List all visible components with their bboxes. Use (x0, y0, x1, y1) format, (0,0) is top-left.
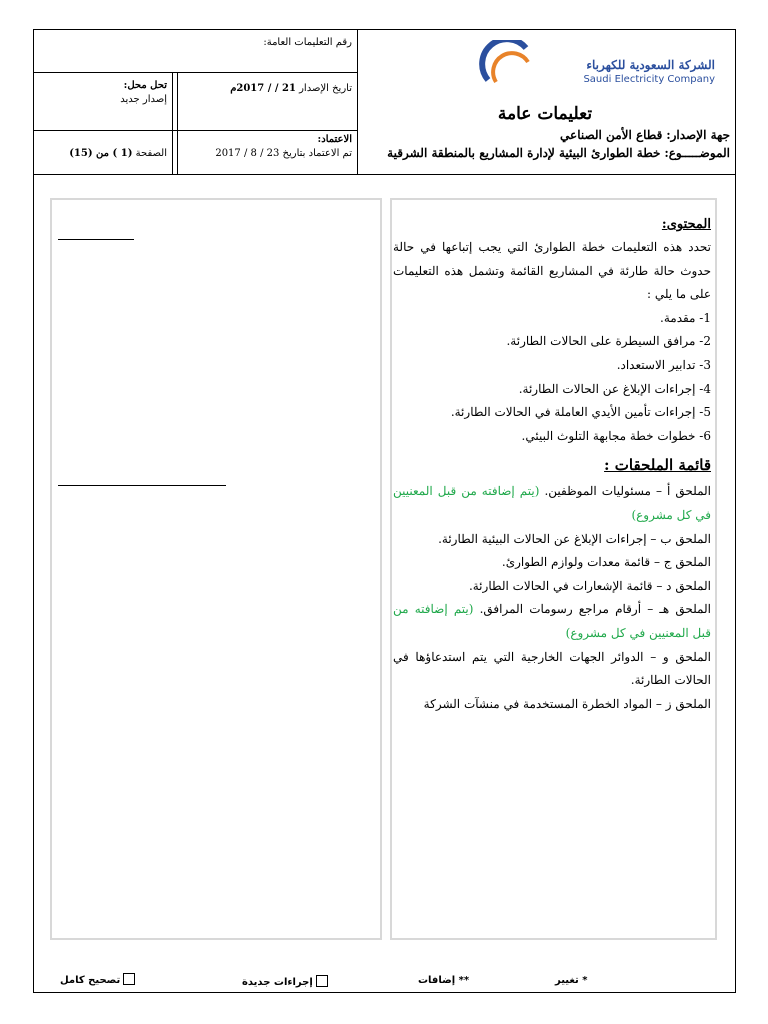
notes-rule (58, 239, 134, 240)
approval-label: الاعتماد: (317, 134, 352, 145)
annex-item: الملحق ب – إجراءات الإبلاغ عن الحالات البيئية الطارئة. (438, 531, 711, 546)
content-item: 6- خطوات خطة مجابهة التلوث البيئي. (521, 428, 711, 443)
header-divider (33, 130, 357, 131)
issue-date-value: 21 / / 2017م (230, 83, 296, 94)
company-name-ar: الشركة السعودية للكهرباء (586, 58, 715, 72)
footer-new-procedures: إجراءات جديدة (242, 975, 328, 988)
content-heading: المحتوى: (661, 217, 711, 232)
annex-note: (يتم إضافته من قبل المعنيين في كل مشروع) (393, 484, 711, 522)
footer-additions: ** إضافات (418, 975, 470, 986)
content-item: 1- مقدمة. (660, 310, 711, 325)
header-divider (177, 72, 178, 174)
content-item: 2- مرافق السيطرة على الحالات الطارئة. (506, 334, 711, 349)
page-number (40, 148, 167, 159)
annex-item: الملحق أ – مسئوليات الموظفين. (يتم إضافته من قبل المعنيين في كل مشروع) (393, 484, 711, 522)
issue-date (180, 83, 352, 94)
header-divider (33, 72, 357, 73)
replaces-label: تحل محل: (123, 80, 167, 91)
ref-number-label: رقم التعليمات العامة: (263, 37, 352, 48)
replaces-value: إصدار جديد (120, 94, 167, 105)
logo-mark-icon (478, 40, 538, 88)
subject-label: الموضـــــوع: (664, 146, 730, 160)
full-correction-checkbox[interactable] (123, 973, 135, 985)
new-procedures-checkbox[interactable] (316, 975, 328, 987)
document-type: تعليمات عامة (497, 104, 593, 124)
subject-line (360, 146, 730, 160)
notes-panel (50, 198, 382, 940)
content-intro: تحدد هذه التعليمات خطة الطوارئ التي يجب إتباعها في حالة حدوث حالة طارئة في المشاريع القائمة وتشمل هذه التعليمات على ما يلي : (393, 240, 711, 302)
footer-change: * تغيير (555, 975, 588, 986)
annex-item: الملحق د – قائمة الإشعارات في الحالات الطارئة. (468, 578, 711, 593)
content-item: 3- تدابير الاستعداد. (616, 357, 711, 372)
page-label: الصفحة (135, 148, 167, 159)
header-divider (172, 72, 173, 174)
issue-date-label: تاريخ الإصدار (299, 83, 352, 94)
company-logo (470, 38, 720, 88)
header-divider (33, 174, 736, 175)
annex-note: (يتم إضافته من قبل المعنيين في كل مشروع) (393, 602, 711, 640)
annex-item: الملحق ج – قائمة معدات ولوازم الطوارئ. (501, 555, 711, 570)
issuer-value: قطاع الأمن الصناعي (560, 128, 663, 142)
content-item: 5- إجراءات تأمين الأيدي العاملة في الحالات الطارئة. (450, 405, 711, 420)
notes-rule (58, 485, 226, 486)
issuer-line (360, 128, 730, 142)
company-name-en: Saudi Electricity Company (583, 74, 715, 85)
annex-heading: قائمة الملحقات : (604, 456, 711, 475)
annex-item: الملحق و – الدوائر الجهات الخارجية التي يتم استدعاؤها في الحالات الطارئة. (393, 649, 711, 688)
annex-item: الملحق هـ – أرقام مراجع رسومات المرافق. (يتم إضافته من قبل المعنيين في كل مشروع) (393, 602, 711, 640)
content-body (393, 214, 711, 716)
content-item: 4- إجراءات الإبلاغ عن الحالات الطارئة. (518, 381, 711, 396)
annex-item: الملحق ز – المواد الخطرة المستخدمة في منشآت الشركة (423, 696, 711, 711)
footer-full-correction: تصحيح كامل (60, 973, 135, 986)
approval-value: تم الاعتماد بتاريخ 23 / 8 / 2017 (215, 148, 352, 159)
subject-value: خطة الطوارئ البيئية لإدارة المشاريع بالمنطقة الشرقية (387, 146, 661, 160)
header-divider (357, 29, 358, 174)
page-value: (1 ) من (15) (69, 148, 133, 159)
issuer-label: جهة الإصدار: (666, 128, 730, 142)
